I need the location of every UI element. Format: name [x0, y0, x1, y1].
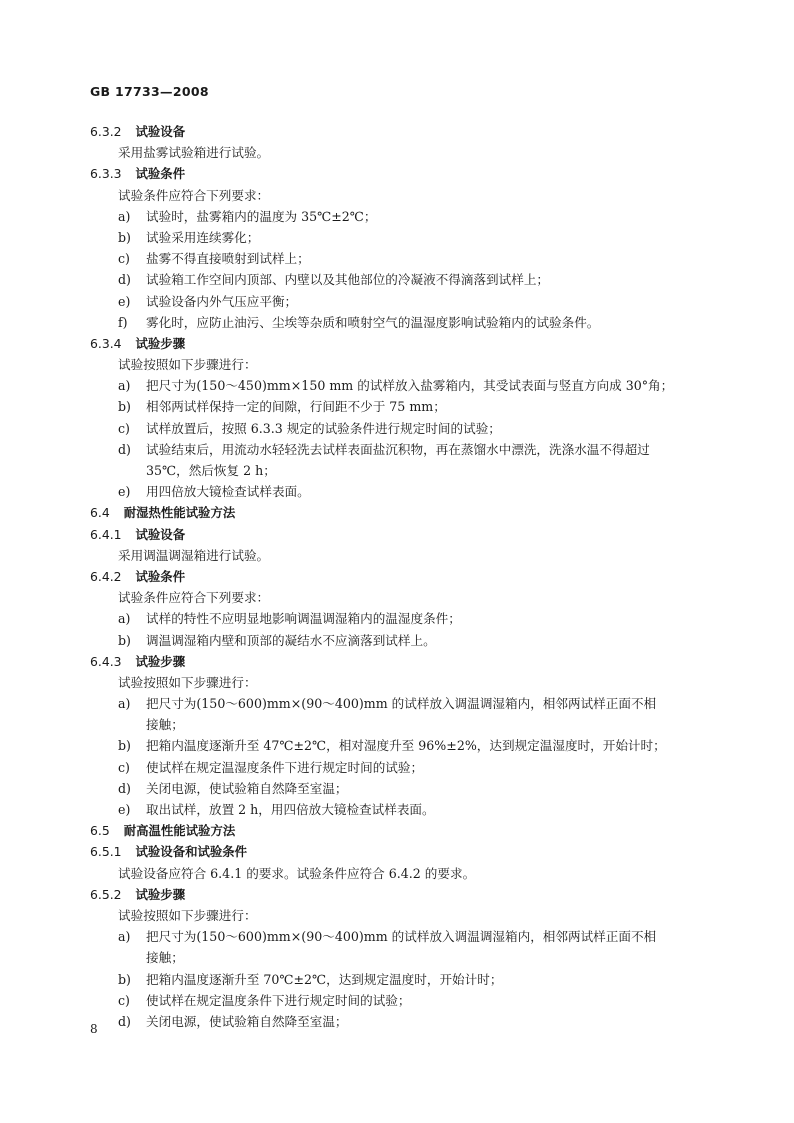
- paragraph: 试验设备应符合 6.4.1 的要求。试验条件应符合 6.4.2 的要求。: [118, 865, 476, 881]
- list-item-text: 把箱内温度逐渐升至 47℃±2℃，相对湿度升至 96%±2%，达到规定温湿度时，开始计时；: [146, 738, 666, 754]
- list-item-label: b): [118, 399, 131, 415]
- list-item: [90, 418, 710, 439]
- section-number: 6.5: [90, 823, 110, 839]
- section-title: 耐湿热性能试验方法: [123, 505, 236, 521]
- section-title: 试验步骤: [135, 335, 186, 351]
- paragraph: 采用调温调湿箱进行试验。: [118, 547, 270, 563]
- section-number: 6.3.4: [90, 335, 122, 351]
- list-item: [90, 778, 710, 799]
- list-item: [90, 227, 710, 248]
- list-item-label: a): [118, 208, 131, 224]
- list-item-label: f): [118, 314, 128, 330]
- section-title: 耐高温性能试验方法: [123, 823, 236, 839]
- document-body: [90, 121, 710, 1032]
- section-heading: [90, 820, 710, 841]
- list-item: [90, 481, 710, 502]
- list-item-continuation: 接触；: [146, 717, 184, 733]
- paragraph: 试验条件应符合下列要求：: [118, 590, 270, 606]
- page-number: 8: [90, 1022, 98, 1036]
- list-item: [90, 291, 710, 312]
- section-heading: [90, 502, 710, 523]
- paragraph: 试验条件应符合下列要求：: [118, 187, 270, 203]
- list-item-text: 试验时，盐雾箱内的温度为 35℃±2℃；: [146, 208, 377, 224]
- paragraph: 试验按照如下步骤进行：: [118, 357, 257, 373]
- list-item-label: b): [118, 229, 131, 245]
- list-item-text: 用四倍放大镜检查试样表面。: [146, 484, 310, 500]
- list-item-label: c): [118, 420, 130, 436]
- section-number: 6.4.3: [90, 653, 122, 669]
- section-heading: [90, 884, 710, 905]
- list-item-label: e): [118, 484, 131, 500]
- list-item-text: 关闭电源，使试验箱自然降至室温；: [146, 1013, 348, 1029]
- list-item-label: c): [118, 759, 130, 775]
- section-heading: [90, 121, 710, 142]
- section-title: 试验步骤: [135, 886, 186, 902]
- list-item: [90, 312, 710, 333]
- section-title: 试验步骤: [135, 653, 186, 669]
- section-title: 试验条件: [135, 568, 186, 584]
- list-item: [90, 990, 710, 1011]
- list-item-label: b): [118, 971, 131, 987]
- list-item: [90, 206, 710, 227]
- section-heading: [90, 524, 710, 545]
- list-item-label: d): [118, 441, 131, 457]
- list-item-text: 把尺寸为(150～600)mm×(90～400)mm 的试样放入调温调湿箱内，相邻两试样正面不相: [146, 696, 657, 712]
- section-number: 6.4.2: [90, 568, 122, 584]
- list-item-text: 试验箱工作空间内顶部、内壁以及其他部位的冷凝液不得滴落到试样上；: [146, 272, 549, 288]
- list-item-text: 试样的特性不应明显地影响调温调湿箱内的温湿度条件；: [146, 611, 461, 627]
- list-item-label: d): [118, 1013, 131, 1029]
- section-number: 6.4.1: [90, 526, 122, 542]
- section-heading: [90, 566, 710, 587]
- list-item-text: 把尺寸为(150～450)mm×150 mm 的试样放入盐雾箱内，其受试表面与竖直方向成 30°角；: [146, 378, 674, 394]
- list-item-text: 把箱内温度逐渐升至 70℃±2℃，达到规定温度时，开始计时；: [146, 971, 503, 987]
- list-item-text: 把尺寸为(150～600)mm×(90～400)mm 的试样放入调温调湿箱内，相邻两试样正面不相: [146, 929, 657, 945]
- list-item-text: 试样放置后，按照 6.3.3 规定的试验条件进行规定时间的试验；: [146, 420, 501, 436]
- section-number: 6.3.2: [90, 124, 122, 139]
- list-item-label: d): [118, 780, 131, 796]
- list-item: [90, 735, 710, 756]
- list-item-label: a): [118, 696, 131, 712]
- list-item: [90, 799, 710, 820]
- list-item-text: 使试样在规定温度条件下进行规定时间的试验；: [146, 992, 411, 1008]
- list-item-text: 试验结束后，用流动水轻轻洗去试样表面盐沉积物，再在蒸馏水中漂洗，洗涤水温不得超过: [146, 441, 650, 457]
- list-item-text: 调温调湿箱内壁和顶部的凝结水不应滴落到试样上。: [146, 632, 436, 648]
- list-item: [90, 969, 710, 990]
- list-item: [90, 1011, 710, 1032]
- list-item-label: e): [118, 802, 131, 817]
- section-title: 试验设备和试验条件: [135, 844, 248, 860]
- list-item-text: 盐雾不得直接喷射到试样上；: [146, 251, 310, 267]
- list-item-label: a): [118, 378, 131, 394]
- list-item-label: c): [118, 251, 130, 267]
- list-item-label: a): [118, 611, 131, 627]
- section-number: 6.4: [90, 505, 110, 521]
- list-item: [90, 439, 710, 460]
- list-item-text: 雾化时，应防止油污、尘埃等杂质和喷射空气的温湿度影响试验箱内的试验条件。: [146, 314, 600, 330]
- list-item: [90, 396, 710, 417]
- list-item-label: b): [118, 738, 131, 754]
- list-item: [90, 375, 710, 396]
- list-item-text: 试验设备内外气压应平衡；: [146, 293, 298, 309]
- list-item-text: 关闭电源，使试验箱自然降至室温；: [146, 780, 348, 796]
- list-item: [90, 630, 710, 651]
- section-number: 6.5.1: [90, 844, 122, 860]
- list-item-label: c): [118, 992, 130, 1008]
- section-heading: [90, 651, 710, 672]
- section-number: 6.5.2: [90, 886, 122, 902]
- list-item-continuation: 接触；: [146, 950, 184, 966]
- list-item: [90, 269, 710, 290]
- list-item-text: 相邻两试样保持一定的间隙，行间距不少于 75 mm；: [146, 399, 446, 415]
- list-item: [90, 608, 710, 629]
- section-title: 试验条件: [135, 166, 186, 182]
- list-item: [90, 248, 710, 269]
- list-item-label: a): [118, 929, 131, 945]
- list-item-label: d): [118, 272, 131, 288]
- list-item: [90, 757, 710, 778]
- list-item-text: 试验采用连续雾化；: [146, 229, 260, 245]
- section-title: 试验设备: [135, 124, 186, 139]
- paragraph: 采用盐雾试验箱进行试验。: [118, 145, 270, 161]
- standard-number: GB 17733—2008: [90, 84, 209, 99]
- section-number: 6.3.3: [90, 166, 122, 182]
- list-item: [90, 693, 710, 714]
- section-title: 试验设备: [135, 526, 186, 542]
- list-item-text: 使试样在规定温湿度条件下进行规定时间的试验；: [146, 759, 424, 775]
- paragraph: 试验按照如下步骤进行：: [118, 674, 257, 690]
- list-item: [90, 926, 710, 947]
- section-heading: [90, 841, 710, 862]
- list-item-label: e): [118, 293, 131, 309]
- list-item-continuation: 35℃，然后恢复 2 h；: [146, 463, 276, 478]
- section-heading: [90, 163, 710, 184]
- list-item-label: b): [118, 632, 131, 648]
- list-item-text: 取出试样，放置 2 h，用四倍放大镜检查试样表面。: [146, 802, 435, 817]
- section-heading: [90, 333, 710, 354]
- paragraph: 试验按照如下步骤进行：: [118, 907, 257, 923]
